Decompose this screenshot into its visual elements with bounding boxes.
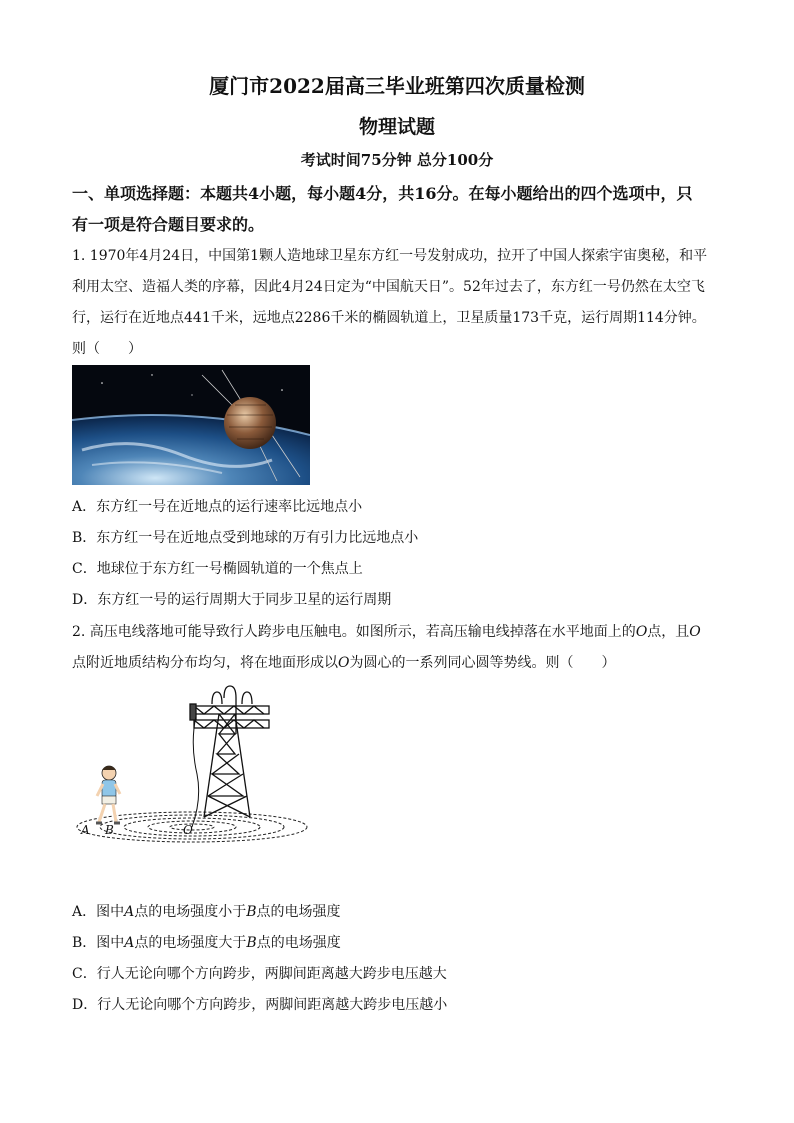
q2-opt-text: 点的电场强度 xyxy=(256,904,341,920)
power-tower-figure xyxy=(72,684,317,844)
q2-text: 为圆心的一系列同心圆等势线。则（ ） xyxy=(349,655,616,671)
pedestrian xyxy=(96,766,120,823)
q1-stem-line1: 1. 1970年4月24日，中国第1颗人造地球卫星东方红一号发射成功，拉开了中国人探索宇宙奥秘，和平 xyxy=(72,248,708,264)
label-point-b: B xyxy=(105,823,114,837)
q2-text: 点附近地质结构分布均匀，将在地面形成以 xyxy=(72,655,338,671)
q2-text: 点，且 xyxy=(647,624,690,640)
q2-text: 2. 高压电线落地可能导致行人跨步电压触电。如图所示，若高压输电线掉落在水平地面上的 xyxy=(72,624,636,640)
q2-option-b[interactable] xyxy=(72,932,341,952)
q2-var-a: A xyxy=(124,904,135,920)
q2-option-c[interactable]: C．行人无论向哪个方向跨步，两脚间距离越大跨步电压越大 xyxy=(72,966,447,982)
q2-stem-line2 xyxy=(72,652,615,672)
q2-var-b: B xyxy=(246,935,257,951)
exam-title: 厦门市2022届高三毕业班第四次质量检测 xyxy=(209,74,585,98)
q2-option-a[interactable] xyxy=(72,901,341,921)
q2-opt-text: 点的电场强度大于 xyxy=(134,935,247,951)
q2-var-b: B xyxy=(246,904,257,920)
q2-opt-text: B．图中 xyxy=(72,935,125,951)
q2-option-d[interactable]: D．行人无论向哪个方向跨步，两脚间距离越大跨步电压越小 xyxy=(72,997,448,1013)
transmission-tower xyxy=(190,686,269,817)
q2-opt-text: A．图中 xyxy=(72,904,125,920)
q1-option-b[interactable]: B．东方红一号在近地点受到地球的万有引力比远地点小 xyxy=(72,530,419,546)
section-heading-line2: 有一项是符合题目要求的。 xyxy=(72,215,265,234)
label-point-a: A xyxy=(81,823,90,837)
q2-var-a: A xyxy=(124,935,135,951)
section-heading-line1: 一、单项选择题：本题共4小题，每小题4分，共16分。在每小题给出的四个选项中，只 xyxy=(72,184,693,203)
q1-option-c[interactable]: C．地球位于东方红一号椭圆轨道的一个焦点上 xyxy=(72,561,363,577)
satellite-photo xyxy=(72,365,310,485)
q2-opt-text: 点的电场强度 xyxy=(256,935,341,951)
q2-opt-text: 点的电场强度小于 xyxy=(134,904,247,920)
exam-time-info: 考试时间75分钟 总分100分 xyxy=(300,151,494,169)
q1-stem-line3: 行，运行在近地点441千米，远地点2286千米的椭圆轨道上，卫星质量173千克，运行周期114分钟。 xyxy=(72,310,706,326)
q1-stem-line4: 则（ ） xyxy=(72,341,142,357)
q1-option-a[interactable]: A．东方红一号在近地点的运行速率比远地点小 xyxy=(72,499,363,515)
label-point-o: O xyxy=(183,823,193,837)
fallen-wire xyxy=(192,716,199,827)
q2-var-o: O xyxy=(635,624,648,640)
exam-subject: 物理试题 xyxy=(358,116,435,138)
q2-var-o: O xyxy=(338,655,350,671)
q2-var-o: O xyxy=(689,624,701,640)
q1-option-d[interactable]: D．东方红一号的运行周期大于同步卫星的运行周期 xyxy=(72,592,392,608)
q2-stem-line1 xyxy=(72,621,701,641)
q1-stem-line2: 利用太空、造福人类的序幕，因此4月24日定为“中国航天日”。52年过去了，东方红一号仍然在太空飞 xyxy=(72,279,705,295)
